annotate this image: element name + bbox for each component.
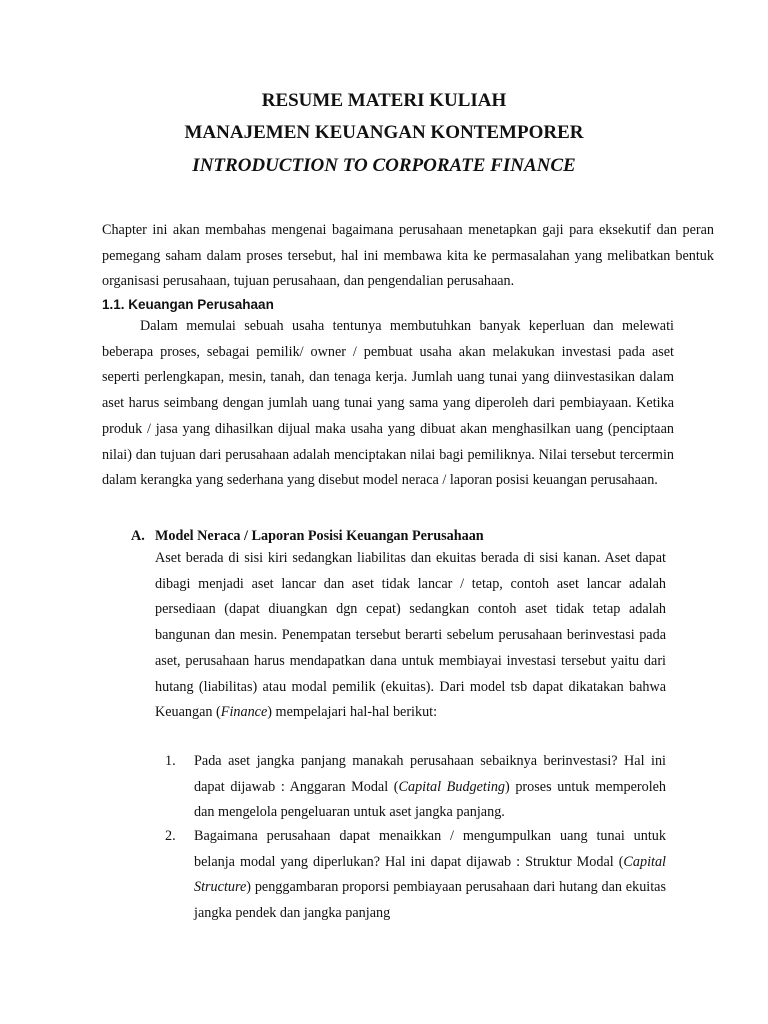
list-item-italic-term: Capital Structure <box>194 853 666 896</box>
list-item-text-2: ) proses untuk memperoleh dan mengelola pengeluaran untuk aset jangka panjang. <box>194 778 667 821</box>
section-a-title: Model Neraca / Laporan Posisi Keuangan Perusahaan <box>155 528 484 544</box>
list-item-italic-term: Capital Budgeting <box>398 778 506 795</box>
list-item-text-2: ) penggambaran proporsi pembiayaan perusahaan dari hutang dan ekuitas jangka pendek dan jangka panjang <box>194 879 666 922</box>
list-item-text <box>194 824 666 927</box>
section-a-text-2: ) mempelajari hal-hal berikut: <box>267 704 438 721</box>
document-topic: INTRODUCTION TO CORPORATE FINANCE <box>192 155 576 176</box>
section-a-italic-term: Finance <box>220 704 268 721</box>
section-heading-a <box>131 525 484 547</box>
document-title: RESUME MATERI KULIAH <box>261 90 507 111</box>
document-subtitle: MANAJEMEN KEUANGAN KONTEMPORER <box>184 122 584 143</box>
section-a-text-1: Aset berada di sisi kiri sedangkan liabilitas dan ekuitas berada di sisi kanan. Aset dapat dibagi menjadi aset lancar dan aset tidak lancar / tetap, contoh aset lancar adalah persediaan (dapat diuangkan dgn cepat) sedangkan contoh aset tidak tetap adalah bangunan dan mesin. Penempatan tersebut berarti sebelum perusahaan berinvestasi pada aset, perusahaan harus mendapatkan dana untuk membiayai investasi tersebut yaitu dari hutang (liabilitas) atau modal pemilik (ekuitas). Dari model tsb dapat dikatakan bahwa Keuangan ( <box>155 550 666 721</box>
list-item-text <box>194 749 666 826</box>
section-1-1-paragraph: Dalam memulai sebuah usaha tentunya membutuhkan banyak keperluan dan melewati beberapa proses, sebagai pemilik/ owner / pembuat usaha akan melakukan investasi pada aset seperti perlengkapan, mesin, tanah, dan tenaga kerja. Jumlah uang tunai yang diinvestasikan dalam aset harus seimbang dengan jumlah uang tunai yang sama yang diperoleh dari pembiayaan. Ketika produk / jasa yang dihasilkan dijual maka usaha yang dibuat akan menghasilkan uang (penciptaan nilai) dan tujuan dari perusahaan adalah menciptakan nilai bagi pemiliknya. Nilai tersebut tercermin dalam kerangka yang sederhana yang disebut model neraca / laporan posisi keuangan perusahaan. <box>102 318 674 489</box>
list-item-number: 2. <box>165 828 176 844</box>
section-a-paragraph <box>155 546 666 726</box>
list-item-number: 1. <box>165 753 176 769</box>
list-item-text-1: Pada aset jangka panjang manakah perusahaan sebaiknya berinvestasi? Hal ini dapat dijawab : Anggaran Modal ( <box>194 753 666 795</box>
section-a-marker: A. <box>131 528 145 544</box>
list-item-text-1: Bagaimana perusahaan dapat menaikkan / mengumpulkan uang tunai untuk belanja modal yang diperlukan? Hal ini dapat dijawab : Struktur Modal ( <box>194 828 666 870</box>
intro-paragraph: Chapter ini akan membahas mengenai bagaimana perusahaan menetapkan gaji para eksekutif dan peran pemegang saham dalam proses tersebut, hal ini membawa kita ke permasalahan yang melibatkan bentuk organisasi perusahaan, tujuan perusahaan, dan pengendalian perusahaan. <box>102 222 714 290</box>
section-heading-1-1: 1.1. Keuangan Perusahaan <box>102 297 274 312</box>
